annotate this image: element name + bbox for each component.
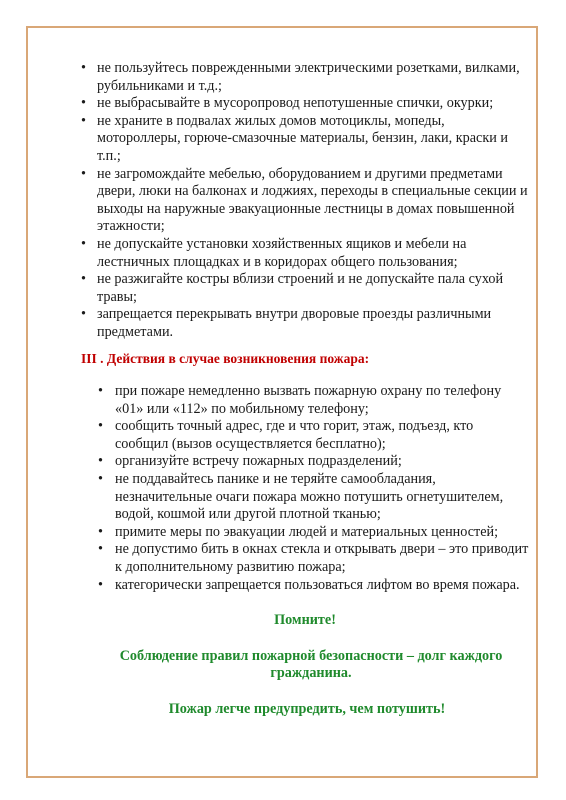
- list-item: • не поддавайтесь панике и не теряйте самообладания, незначительные очаги пожара можно потушить огнетушителем, водой, кошмой или другой плотной тканью;: [40, 471, 530, 524]
- prevention-slogan: Пожар легче предупредить, чем потушить!: [168, 701, 446, 717]
- list-item: • организуйте встречу пожарных подразделений;: [40, 453, 530, 471]
- list-item: • не допустимо бить в окнах стекла и открывать двери – это приводит к дополнительному развитию пожара;: [40, 541, 530, 576]
- list-item: • не разжигайте костры вблизи строений и не допускайте пала сухой травы;: [40, 271, 530, 306]
- list-item: • сообщить точный адрес, где и что горит, этаж, подъезд, кто сообщил (вызов осуществляется бесплатно);: [40, 418, 530, 453]
- fire-actions-list: [40, 383, 530, 594]
- list-item: • запрещается перекрывать внутри дворовые проезды различными предметами.: [40, 306, 530, 341]
- list-item: • при пожаре немедленно вызвать пожарную охрану по телефону «01» или «112» по мобильному телефону;: [40, 383, 530, 418]
- prohibitions-list: [40, 60, 530, 342]
- list-item: • не пользуйтесь поврежденными электрическими розетками, вилками, рубильниками и т.д.;: [40, 60, 530, 95]
- remember-heading: Помните!: [274, 612, 336, 629]
- list-item: • не допускайте установки хозяйственных ящиков и мебели на лестничных площадках и в коридорах общего пользования;: [40, 236, 530, 271]
- list-item: • примите меры по эвакуации людей и материальных ценностей;: [40, 524, 530, 542]
- section-heading: III . Действия в случае возникновения пожара:: [81, 350, 370, 366]
- document-body: [40, 60, 530, 719]
- list-item: • не загромождайте мебелью, оборудованием и другими предметами двери, люки на балконах и лоджиях, переходы в специальные секции и выходы на наружные эвакуационные лестницы в домах повышенной этажности;: [40, 166, 530, 236]
- list-item: • категорически запрещается пользоваться лифтом во время пожара.: [40, 577, 530, 595]
- list-item: • не храните в подвалах жилых домов мотоциклы, мопеды, мотороллеры, горюче-смазочные материалы, бензин, лаки, краски и т.п.;: [40, 113, 530, 166]
- duty-statement: Соблюдение правил пожарной безопасности – долг каждого гражданина.: [119, 647, 503, 682]
- list-item: • не выбрасывайте в мусоропровод непотушенные спички, окурки;: [40, 95, 530, 113]
